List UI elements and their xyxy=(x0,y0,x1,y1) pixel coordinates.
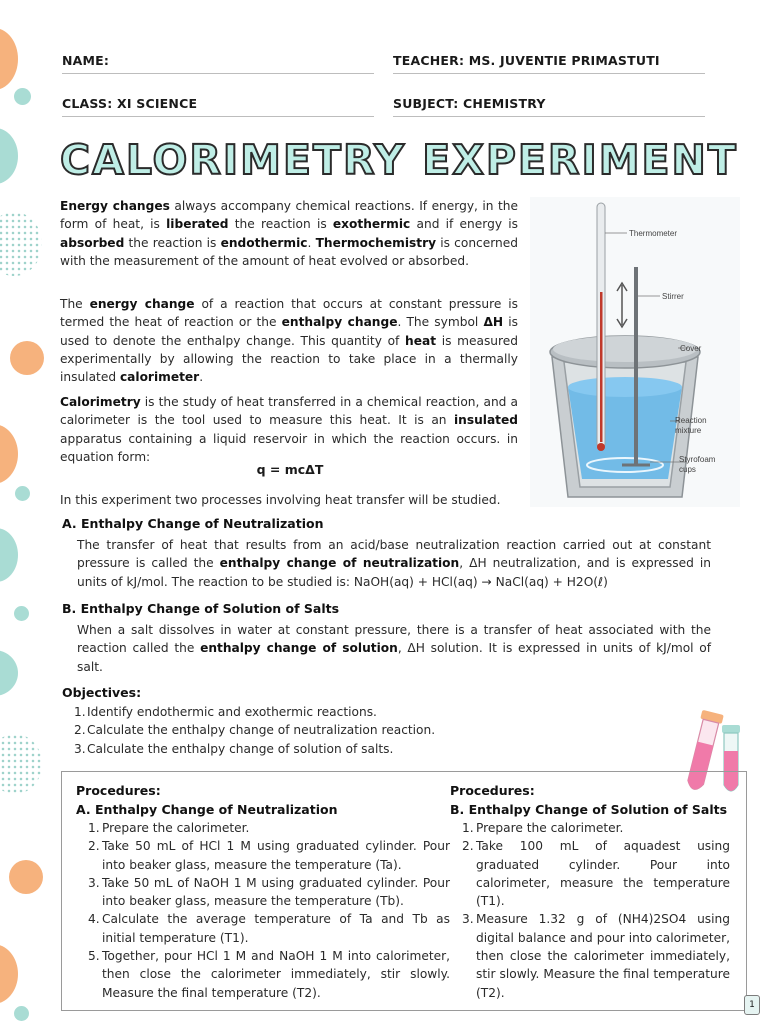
label-mixture: mixture xyxy=(675,426,702,435)
bold-term: energy change xyxy=(89,297,195,311)
list-number: 1. xyxy=(74,705,86,719)
teacher-label: TEACHER: MS. JUVENTIE PRIMASTUTI xyxy=(393,53,660,68)
procedure-b-heading: Procedures: xyxy=(450,783,535,798)
bold-term: enthalpy change of solution xyxy=(200,641,398,656)
label-styrofoam: Styrofoam xyxy=(679,455,716,464)
decor-orange-circle xyxy=(9,860,43,894)
bold-term: enthalpy change of neutralization xyxy=(219,556,460,571)
page-title: CALORIMETRY EXPERIMENT xyxy=(60,136,738,184)
subject-line xyxy=(393,116,705,117)
list-item xyxy=(76,910,450,947)
text-run: , ΔH solution. It is expressed in units of kJ/mol of salt. xyxy=(77,641,711,674)
decor-teal-blob xyxy=(0,650,18,696)
list-item-text: Take 50 mL of HCl 1 M using graduated cylinder. Pour into beaker glass, measure the temperature (Ta). xyxy=(102,839,450,872)
list-number: 3. xyxy=(462,912,474,927)
procedure-b-subheading: B. Enthalpy Change of Solution of Salts xyxy=(450,802,728,817)
decor-teal-dot xyxy=(14,88,31,105)
list-item xyxy=(63,703,463,721)
intro-paragraph-3 xyxy=(60,393,518,466)
text-run: of a reaction that occurs at constant pressure is termed the heat of reaction or the xyxy=(60,297,519,330)
decor-teal-dot xyxy=(14,1006,29,1021)
decor-teal-dot xyxy=(15,486,30,501)
list-item-text: Take 50 mL of NaOH 1 M using graduated cylinder. Pour into beaker glass, measure the temperature (Tb). xyxy=(102,875,450,909)
procedure-a-subheading: A. Enthalpy Change of Neutralization xyxy=(76,802,338,817)
text-run: always accompany chemical reactions. If energy, in the form of heat, is xyxy=(60,199,518,232)
list-item xyxy=(76,837,450,874)
bold-term: endothermic xyxy=(220,235,308,250)
text-run: the reaction is xyxy=(228,217,333,232)
text-run: and if energy is xyxy=(410,217,518,232)
class-line xyxy=(62,116,374,117)
list-number: 2. xyxy=(74,723,86,738)
label-thermometer: Thermometer xyxy=(629,229,678,238)
text-run: , ΔH neutralization, and is expressed in units of kJ/mol. The reaction to be studied is: NaOH(aq) + HCl(aq) → NaCl(aq) + H2O(ℓ) xyxy=(77,556,711,589)
list-item-text: Take 100 mL of aquadest using graduated cylinder. Pour into calorimeter, measure the temperature (T1). xyxy=(476,839,730,909)
procedure-a-column xyxy=(76,781,450,1002)
bold-term: ΔH xyxy=(483,315,504,330)
text-run: When a salt dissolves in water at constant pressure, there is a transfer of heat associated with the reaction called the xyxy=(77,623,711,656)
label-stirrer: Stirrer xyxy=(662,292,684,301)
section-a-body xyxy=(77,536,711,591)
text-run: The xyxy=(60,297,90,311)
list-item xyxy=(76,874,450,911)
text-run: is used to denote the enthalpy change. This quantity of xyxy=(60,315,518,348)
intro-paragraph-1 xyxy=(60,197,518,270)
bold-term: Thermochemistry xyxy=(315,235,437,250)
objectives-list xyxy=(63,703,463,758)
bold-term: Energy changes xyxy=(60,199,170,213)
bold-term: Calorimetry xyxy=(60,395,141,409)
text-run: the reaction is xyxy=(124,235,221,250)
text-run: The transfer of heat that results from an acid/base neutralization reaction carried out at constant pressure is called the xyxy=(77,538,711,571)
procedures-box xyxy=(61,771,747,1011)
list-item xyxy=(76,947,450,1002)
procedure-b-steps xyxy=(450,819,730,1002)
label-reaction: Reaction xyxy=(675,416,707,425)
list-number: 3. xyxy=(74,741,86,756)
label-cups: cups xyxy=(679,465,696,474)
decor-orange-blob xyxy=(0,424,18,484)
decor-orange-blob xyxy=(0,944,18,1004)
list-item xyxy=(63,740,463,758)
text-run: is concerned with the measurement of the amount of heat evolved or absorbed. xyxy=(60,235,518,268)
list-number: 5. xyxy=(88,949,100,964)
decor-teal-blob xyxy=(0,128,18,184)
section-b-heading: B. Enthalpy Change of Solution of Salts xyxy=(62,601,340,616)
decor-dot-pattern xyxy=(0,212,42,276)
class-label: CLASS: XI SCIENCE xyxy=(62,96,198,111)
teacher-line xyxy=(393,73,705,74)
list-item-text: Calculate the enthalpy change of neutralization reaction. xyxy=(87,723,436,738)
list-item-text: Calculate the average temperature of Ta and Tb as initial temperature (T1). xyxy=(102,912,450,945)
text-run: . xyxy=(199,370,204,385)
label-cover: Cover xyxy=(680,344,702,353)
section-b-body xyxy=(77,621,711,676)
list-item-text: Identify endothermic and exothermic reactions. xyxy=(87,705,377,719)
section-a-heading: A. Enthalpy Change of Neutralization xyxy=(62,516,324,531)
procedure-a-steps xyxy=(76,819,450,1002)
procedure-b-column xyxy=(450,781,730,1002)
calorimeter-figure xyxy=(530,197,740,507)
bold-term: liberated xyxy=(166,217,229,232)
list-number: 3. xyxy=(88,875,100,890)
list-item-text: Calculate the enthalpy change of solution of salts. xyxy=(87,741,394,756)
bold-term: absorbed xyxy=(60,235,125,250)
intro-paragraph-4: In this experiment two processes involving heat transfer will be studied. xyxy=(60,493,501,507)
page-number: 1 xyxy=(744,995,760,1015)
list-item xyxy=(76,819,450,837)
bold-term: heat xyxy=(405,333,437,348)
intro-paragraph-2 xyxy=(60,295,518,386)
text-run: apparatus containing a liquid reservoir in which the reaction occurs. in equation form: xyxy=(60,431,518,464)
bold-term: calorimeter xyxy=(119,370,200,385)
bold-term: insulated xyxy=(453,413,518,428)
list-item xyxy=(63,721,463,739)
objectives-heading: Objectives: xyxy=(62,685,142,700)
decor-teal-blob xyxy=(0,528,18,582)
list-number: 2. xyxy=(462,839,474,854)
list-number: 1. xyxy=(462,821,474,835)
text-run: . The symbol xyxy=(397,315,484,330)
text-run: is measured experimentally by allowing the reaction to take place in a thermally insulated xyxy=(60,333,519,385)
list-number: 2. xyxy=(88,839,100,854)
bold-term: enthalpy change xyxy=(281,315,398,330)
name-label: NAME: xyxy=(62,53,110,68)
text-run: . xyxy=(307,235,316,250)
list-item xyxy=(450,819,730,837)
list-item-text: Together, pour HCl 1 M and NaOH 1 M into calorimeter, then close the calorimeter immediately, stir slowly. Measure the final temperature (T2). xyxy=(102,949,450,1000)
decor-teal-dot xyxy=(14,606,29,621)
decor-orange-blob xyxy=(0,28,18,90)
bold-term: exothermic xyxy=(332,217,411,232)
list-item xyxy=(450,837,730,910)
name-line xyxy=(62,73,374,74)
list-item xyxy=(450,910,730,1001)
heat-equation: q = mcΔT xyxy=(256,462,324,477)
list-item-text: Prepare the calorimeter. xyxy=(102,821,250,835)
list-item-text: Prepare the calorimeter. xyxy=(476,821,624,835)
text-run: is the study of heat transferred in a chemical reaction, and a calorimeter is the tool used to measure this heat. It is an xyxy=(60,395,518,428)
procedure-a-heading: Procedures: xyxy=(76,783,161,798)
decor-orange-circle xyxy=(10,341,44,375)
subject-label: SUBJECT: CHEMISTRY xyxy=(393,96,546,111)
list-number: 1. xyxy=(88,821,100,835)
decor-dot-pattern xyxy=(0,734,42,794)
list-item-text: Measure 1.32 g of (NH4)2SO4 using digital balance and pour into calorimeter, then close the calorimeter immediately, stir slowly. Measure the final temperature (T2). xyxy=(476,912,730,1000)
list-number: 4. xyxy=(88,912,100,927)
